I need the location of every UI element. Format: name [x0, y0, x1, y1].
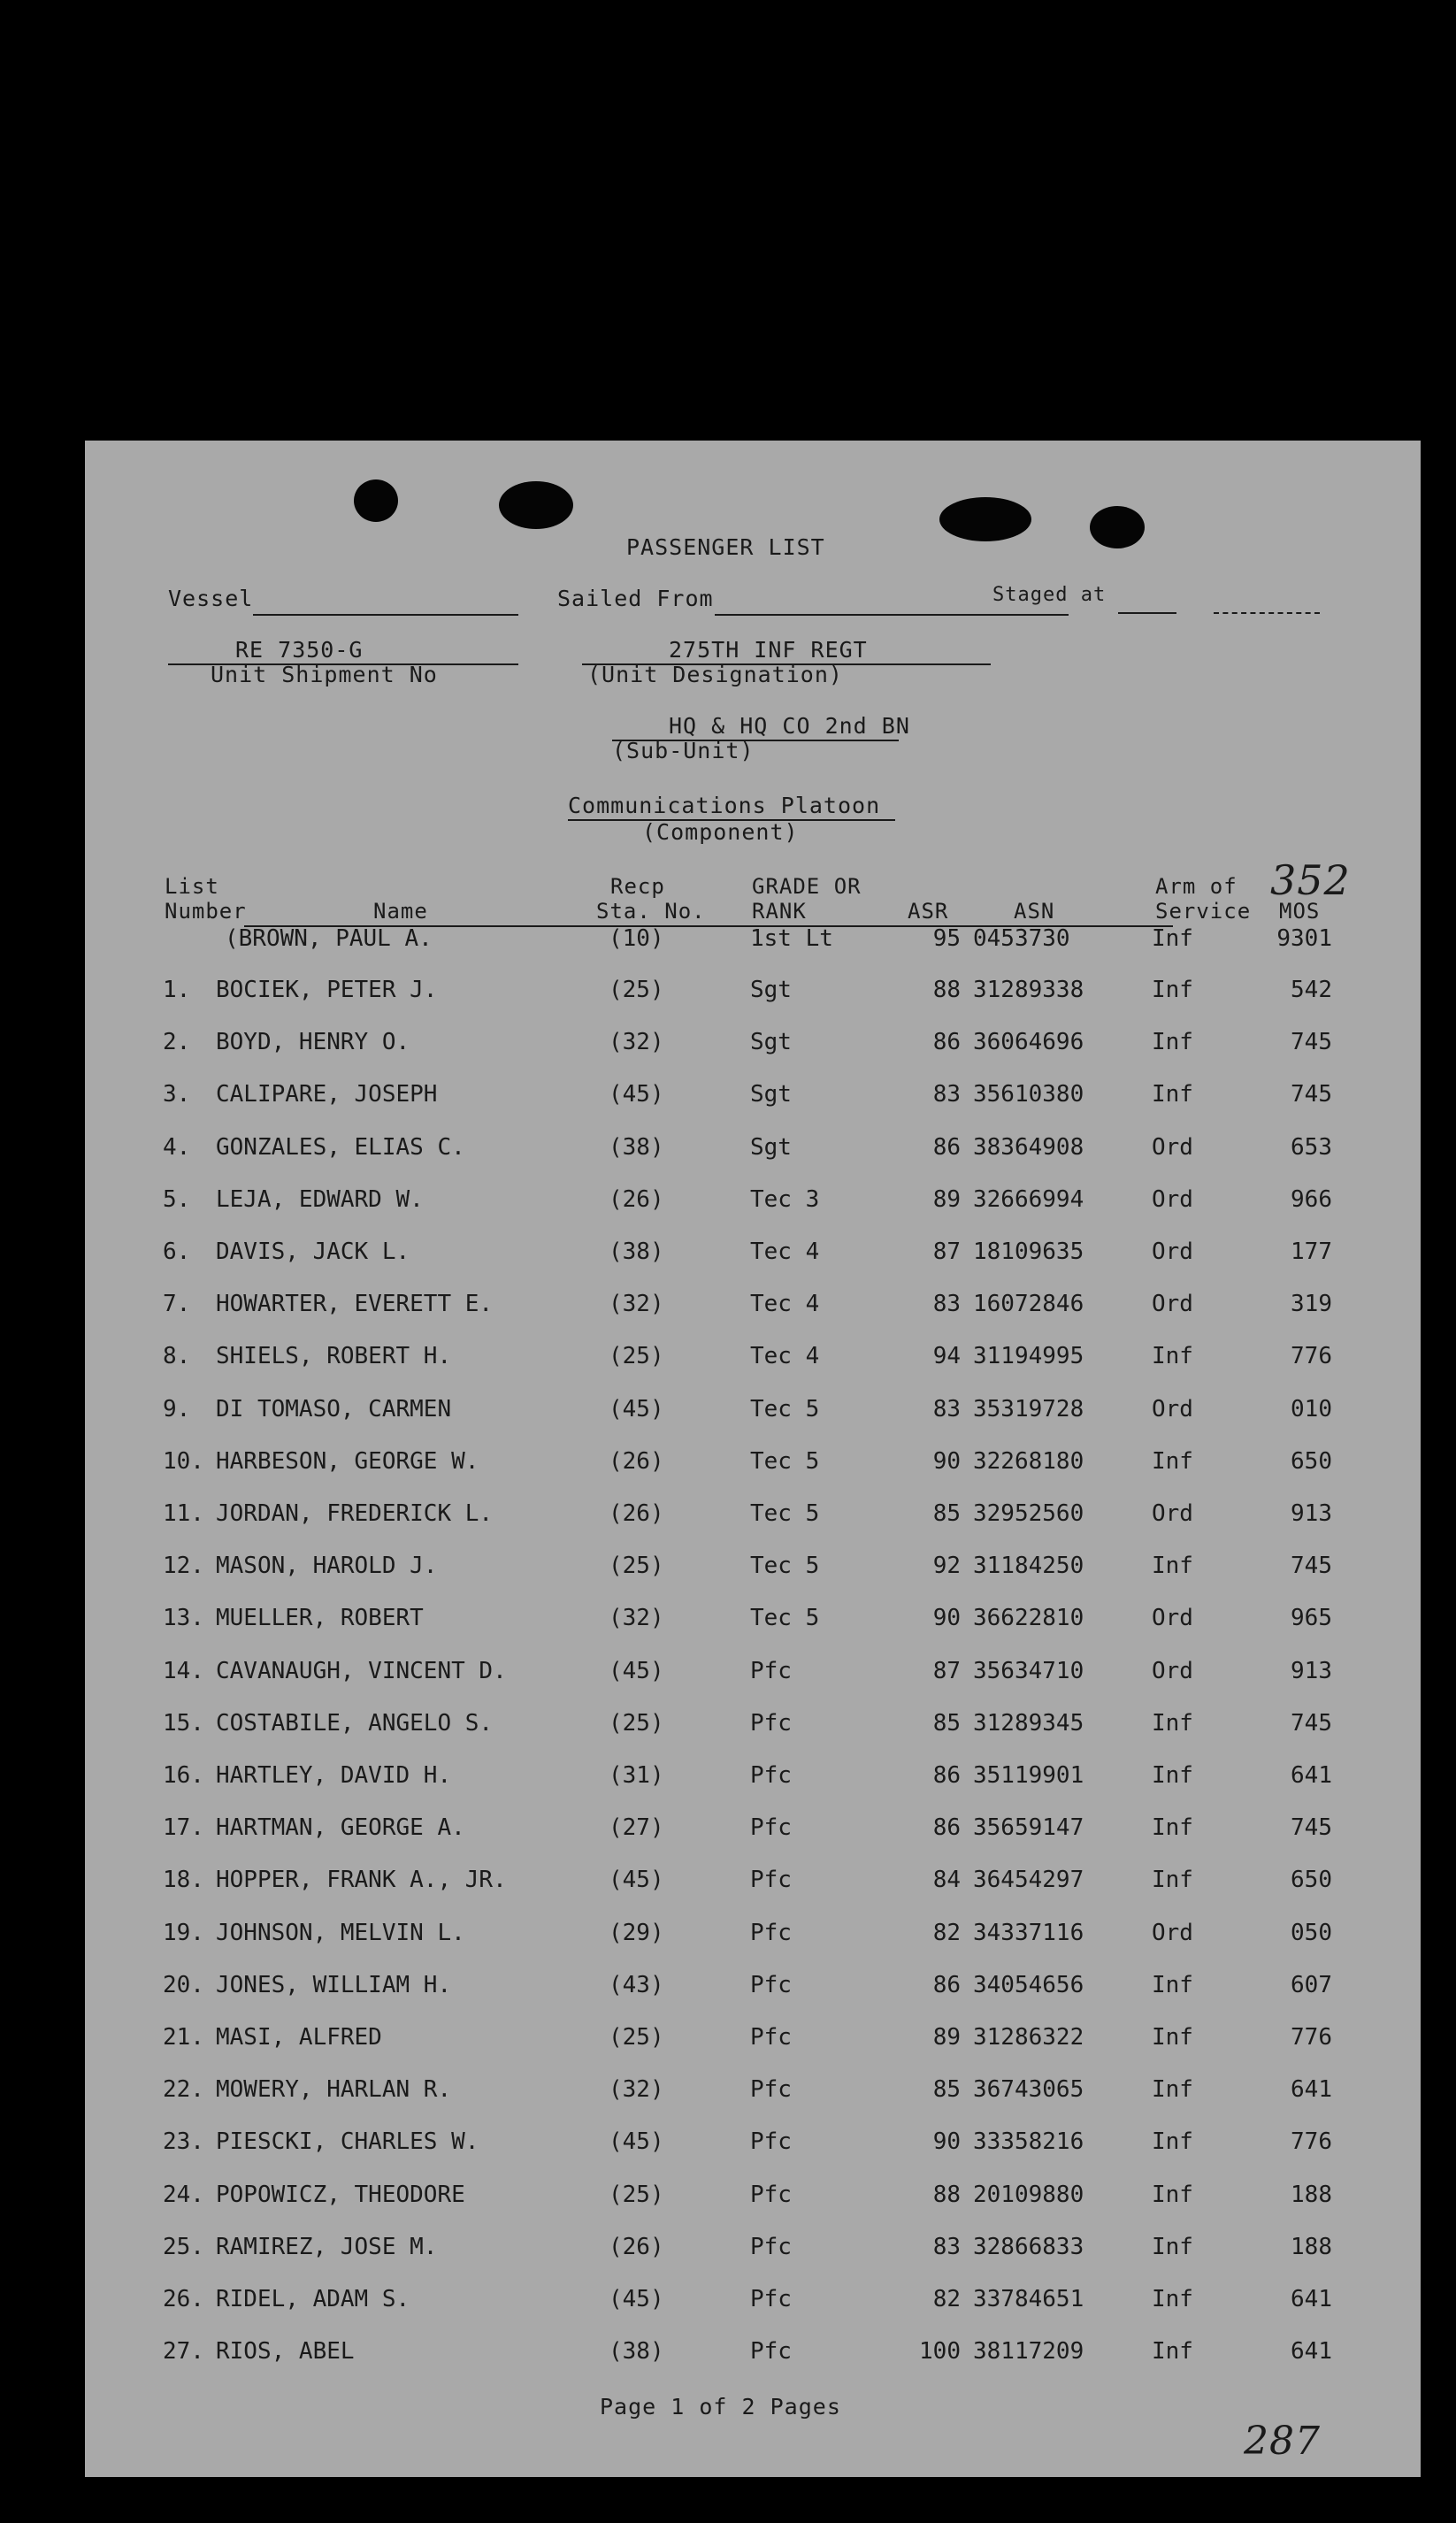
- col-arm-1: Arm of: [1155, 874, 1238, 899]
- row-mos: 177: [1291, 1238, 1332, 1265]
- row-mos: 542: [1291, 977, 1332, 1003]
- row-arm: Inf: [1152, 1081, 1193, 1108]
- row-asr: 87: [932, 1238, 961, 1265]
- vessel-label: Vessel: [168, 586, 254, 611]
- row-grade: Tec 3: [750, 1186, 820, 1213]
- component-value: Communications Platoon: [568, 793, 881, 818]
- row-number: 6.: [163, 1238, 191, 1265]
- row-asn: 38117209: [973, 2338, 1084, 2365]
- row-asn: 35610380: [973, 1081, 1084, 1108]
- row-number: 22.: [163, 2076, 204, 2103]
- row-arm: Ord: [1152, 1658, 1193, 1684]
- row-recp: (29): [609, 1920, 664, 1946]
- row-name: RIOS, ABEL: [216, 2338, 355, 2365]
- row-name: SHIELS, ROBERT H.: [216, 1343, 452, 1369]
- row-grade: Pfc: [750, 1814, 792, 1841]
- row-mos: 745: [1291, 1029, 1332, 1055]
- row-asr: 84: [932, 1867, 961, 1893]
- row-name: MOWERY, HARLAN R.: [216, 2076, 452, 2103]
- row-grade: Sgt: [750, 1081, 792, 1108]
- row-recp: (25): [609, 1710, 664, 1737]
- row-grade: Pfc: [750, 1972, 792, 1998]
- row-recp: (38): [609, 2338, 664, 2365]
- unit-shipment-caption: Unit Shipment No: [211, 662, 438, 687]
- row-number: 15.: [163, 1710, 204, 1737]
- col-list-number-2: Number: [165, 899, 247, 924]
- row-grade: Tec 4: [750, 1238, 820, 1265]
- row-mos: 745: [1291, 1814, 1332, 1841]
- row-arm: Inf: [1152, 1343, 1193, 1369]
- row-number: 17.: [163, 1814, 204, 1841]
- table-row: [85, 1710, 1421, 1745]
- row-asr: 82: [932, 1920, 961, 1946]
- row-number: 23.: [163, 2128, 204, 2155]
- unit-designation-value: 275TH INF REGT: [669, 637, 868, 663]
- row-asn: 35119901: [973, 1762, 1084, 1789]
- table-row: [85, 1920, 1421, 1955]
- row-arm: Ord: [1152, 1396, 1193, 1423]
- col-recp-2: Sta. No.: [596, 899, 706, 924]
- col-recp-1: Recp: [610, 874, 665, 899]
- row-arm: Inf: [1152, 1867, 1193, 1893]
- punch-hole: [1090, 506, 1145, 548]
- row-name: BOYD, HENRY O.: [216, 1029, 410, 1055]
- row-name: HARTMAN, GEORGE A.: [216, 1814, 465, 1841]
- row-arm: Inf: [1152, 2128, 1193, 2155]
- row-arm: Inf: [1152, 1029, 1193, 1055]
- row-number: 13.: [163, 1605, 204, 1631]
- table-row: [85, 1867, 1421, 1902]
- row-asr: 86: [932, 1029, 961, 1055]
- table-row: [85, 977, 1421, 1012]
- row-asr: 86: [932, 1814, 961, 1841]
- row-arm: Ord: [1152, 1186, 1193, 1213]
- table-row: [85, 2286, 1421, 2321]
- row-arm: Inf: [1152, 1448, 1193, 1475]
- row-recp: (45): [609, 1658, 664, 1684]
- row-asr: 90: [932, 2128, 961, 2155]
- row-asn: 32952560: [973, 1500, 1084, 1527]
- row-asn: 32866833: [973, 2234, 1084, 2260]
- handwritten-page-number: 352: [1270, 856, 1351, 904]
- row-asr: 82: [932, 2286, 961, 2312]
- row-number: 18.: [163, 1867, 204, 1893]
- component-caption: (Component): [642, 819, 799, 845]
- row-recp: (25): [609, 2182, 664, 2208]
- row-name: BOCIEK, PETER J.: [216, 977, 438, 1003]
- row-mos: 745: [1291, 1710, 1332, 1737]
- row-asr: 92: [932, 1553, 961, 1579]
- row-grade: Pfc: [750, 1867, 792, 1893]
- row-asn: 36454297: [973, 1867, 1084, 1893]
- row-arm: Inf: [1152, 1553, 1193, 1579]
- row-number: 9.: [163, 1396, 191, 1423]
- row-recp: (45): [609, 1867, 664, 1893]
- table-row: [85, 1658, 1421, 1693]
- table-row: [85, 1134, 1421, 1169]
- row-arm: Inf: [1152, 2286, 1193, 2312]
- row-number: 7.: [163, 1291, 191, 1317]
- row-mos: 776: [1291, 1343, 1332, 1369]
- table-row: [85, 2128, 1421, 2164]
- row-grade: Pfc: [750, 2128, 792, 2155]
- row-name: (BROWN, PAUL A.: [225, 925, 433, 952]
- row-recp: (32): [609, 1605, 664, 1631]
- row-arm: Inf: [1152, 2234, 1193, 2260]
- col-asr: ASR: [908, 899, 949, 924]
- row-recp: (25): [609, 1343, 664, 1369]
- row-grade: Tec 4: [750, 1343, 820, 1369]
- unit-designation-caption: (Unit Designation): [587, 662, 843, 687]
- row-name: DI TOMASO, CARMEN: [216, 1396, 452, 1423]
- row-mos: 650: [1291, 1448, 1332, 1475]
- row-asr: 95: [932, 925, 961, 952]
- sub-unit-caption: (Sub-Unit): [612, 738, 755, 763]
- row-asn: 18109635: [973, 1238, 1084, 1265]
- row-number: 4.: [163, 1134, 191, 1161]
- row-grade: Pfc: [750, 2234, 792, 2260]
- row-asn: 20109880: [973, 2182, 1084, 2208]
- row-recp: (32): [609, 1291, 664, 1317]
- row-asr: 83: [932, 2234, 961, 2260]
- row-asn: 33358216: [973, 2128, 1084, 2155]
- row-arm: Ord: [1152, 1500, 1193, 1527]
- row-asn: 16072846: [973, 1291, 1084, 1317]
- col-name: Name: [373, 899, 428, 924]
- row-name: PIESCKI, CHARLES W.: [216, 2128, 479, 2155]
- row-grade: 1st Lt: [750, 925, 833, 952]
- row-name: HOWARTER, EVERETT E.: [216, 1291, 494, 1317]
- row-arm: Ord: [1152, 1238, 1193, 1265]
- row-asn: 34054656: [973, 1972, 1084, 1998]
- row-number: 1.: [163, 977, 191, 1003]
- row-grade: Pfc: [750, 1920, 792, 1946]
- row-arm: Inf: [1152, 2076, 1193, 2103]
- row-mos: 650: [1291, 1867, 1332, 1893]
- row-recp: (26): [609, 1500, 664, 1527]
- row-number: 11.: [163, 1500, 204, 1527]
- table-row: [85, 1762, 1421, 1798]
- row-number: 19.: [163, 1920, 204, 1946]
- row-recp: (25): [609, 977, 664, 1003]
- row-asn: 36622810: [973, 1605, 1084, 1631]
- row-grade: Sgt: [750, 1134, 792, 1161]
- row-name: DAVIS, JACK L.: [216, 1238, 410, 1265]
- row-asr: 83: [932, 1396, 961, 1423]
- row-arm: Inf: [1152, 1710, 1193, 1737]
- table-row: [85, 1448, 1421, 1484]
- row-number: 16.: [163, 1762, 204, 1789]
- row-grade: Pfc: [750, 1658, 792, 1684]
- table-row: [85, 2076, 1421, 2112]
- row-recp: (45): [609, 1396, 664, 1423]
- col-grade-1: GRADE OR: [752, 874, 862, 899]
- row-asn: 32666994: [973, 1186, 1084, 1213]
- row-asn: 35319728: [973, 1396, 1084, 1423]
- row-name: LEJA, EDWARD W.: [216, 1186, 424, 1213]
- col-list-number-1: List: [165, 874, 219, 899]
- row-number: 8.: [163, 1343, 191, 1369]
- row-name: RAMIREZ, JOSE M.: [216, 2234, 438, 2260]
- staged-at-label: Staged at: [992, 584, 1107, 606]
- row-grade: Tec 5: [750, 1448, 820, 1475]
- row-mos: 913: [1291, 1658, 1332, 1684]
- row-asr: 86: [932, 1134, 961, 1161]
- row-name: POPOWICZ, THEODORE: [216, 2182, 465, 2208]
- row-asn: 38364908: [973, 1134, 1084, 1161]
- row-number: 26.: [163, 2286, 204, 2312]
- row-mos: 653: [1291, 1134, 1332, 1161]
- table-row-officer: [85, 925, 1421, 961]
- row-grade: Pfc: [750, 2182, 792, 2208]
- table-row: [85, 2338, 1421, 2373]
- row-arm: Inf: [1152, 1814, 1193, 1841]
- row-name: MASI, ALFRED: [216, 2024, 382, 2051]
- row-number: 5.: [163, 1186, 191, 1213]
- row-grade: Sgt: [750, 977, 792, 1003]
- table-row: [85, 1029, 1421, 1064]
- row-name: MUELLER, ROBERT: [216, 1605, 424, 1631]
- row-mos: 745: [1291, 1553, 1332, 1579]
- col-asn: ASN: [1014, 899, 1055, 924]
- row-mos: 641: [1291, 2286, 1332, 2312]
- row-grade: Pfc: [750, 1762, 792, 1789]
- row-recp: (10): [609, 925, 664, 952]
- row-number: 25.: [163, 2234, 204, 2260]
- row-asr: 100: [919, 2338, 961, 2365]
- row-name: CAVANAUGH, VINCENT D.: [216, 1658, 507, 1684]
- row-arm: Ord: [1152, 1605, 1193, 1631]
- row-asn: 36064696: [973, 1029, 1084, 1055]
- table-row: [85, 1605, 1421, 1640]
- row-arm: Inf: [1152, 2182, 1193, 2208]
- punch-hole: [939, 497, 1031, 541]
- row-asn: 0453730: [973, 925, 1070, 952]
- row-grade: Tec 4: [750, 1291, 820, 1317]
- row-arm: Ord: [1152, 1920, 1193, 1946]
- row-arm: Ord: [1152, 1291, 1193, 1317]
- row-recp: (32): [609, 2076, 664, 2103]
- row-asr: 89: [932, 2024, 961, 2051]
- row-recp: (45): [609, 1081, 664, 1108]
- row-recp: (26): [609, 1186, 664, 1213]
- page-indicator: Page 1 of 2 Pages: [600, 2394, 841, 2419]
- row-arm: Inf: [1152, 1762, 1193, 1789]
- row-name: COSTABILE, ANGELO S.: [216, 1710, 494, 1737]
- row-name: GONZALES, ELIAS C.: [216, 1134, 465, 1161]
- row-asn: 36743065: [973, 2076, 1084, 2103]
- row-grade: Pfc: [750, 2338, 792, 2365]
- row-name: JONES, WILLIAM H.: [216, 1972, 452, 1998]
- row-asr: 89: [932, 1186, 961, 1213]
- row-asr: 86: [932, 1972, 961, 1998]
- row-recp: (31): [609, 1762, 664, 1789]
- row-mos: 641: [1291, 1762, 1332, 1789]
- row-grade: Sgt: [750, 1029, 792, 1055]
- row-asr: 85: [932, 1710, 961, 1737]
- table-row: [85, 1186, 1421, 1222]
- row-grade: Pfc: [750, 2286, 792, 2312]
- row-asn: 31194995: [973, 1343, 1084, 1369]
- row-arm: Inf: [1152, 2338, 1193, 2365]
- row-number: 2.: [163, 1029, 191, 1055]
- row-name: CALIPARE, JOSEPH: [216, 1081, 438, 1108]
- document-page: [85, 441, 1421, 2477]
- table-row: [85, 2024, 1421, 2059]
- table-row: [85, 1553, 1421, 1588]
- row-recp: (26): [609, 2234, 664, 2260]
- row-asr: 90: [932, 1448, 961, 1475]
- row-mos: 641: [1291, 2076, 1332, 2103]
- row-mos: 641: [1291, 2338, 1332, 2365]
- row-arm: Ord: [1152, 1134, 1193, 1161]
- row-asr: 90: [932, 1605, 961, 1631]
- handwritten-sheet-number: 287: [1244, 2419, 1321, 2464]
- table-row: [85, 1396, 1421, 1431]
- row-asn: 31286322: [973, 2024, 1084, 2051]
- table-row: [85, 1081, 1421, 1116]
- row-number: 20.: [163, 1972, 204, 1998]
- table-row: [85, 1343, 1421, 1378]
- row-recp: (45): [609, 2286, 664, 2312]
- table-row: [85, 2234, 1421, 2269]
- row-recp: (38): [609, 1238, 664, 1265]
- row-mos: 776: [1291, 2128, 1332, 2155]
- sub-unit-value: HQ & HQ CO 2nd BN: [669, 713, 910, 739]
- row-mos: 188: [1291, 2234, 1332, 2260]
- row-grade: Tec 5: [750, 1553, 820, 1579]
- staged-at-blank: [1118, 612, 1176, 614]
- row-name: HARTLEY, DAVID H.: [216, 1762, 452, 1789]
- row-number: 24.: [163, 2182, 204, 2208]
- row-mos: 319: [1291, 1291, 1332, 1317]
- row-mos: 965: [1291, 1605, 1332, 1631]
- row-recp: (43): [609, 1972, 664, 1998]
- row-asn: 31289338: [973, 977, 1084, 1003]
- row-asr: 86: [932, 1762, 961, 1789]
- sailed-from-blank: [715, 614, 1069, 616]
- row-asn: 35659147: [973, 1814, 1084, 1841]
- row-name: HOPPER, FRANK A., JR.: [216, 1867, 507, 1893]
- row-arm: Inf: [1152, 925, 1193, 952]
- table-row: [85, 1291, 1421, 1326]
- row-number: 27.: [163, 2338, 204, 2365]
- table-row: [85, 1972, 1421, 2007]
- row-recp: (38): [609, 1134, 664, 1161]
- row-recp: (27): [609, 1814, 664, 1841]
- row-asr: 88: [932, 2182, 961, 2208]
- vessel-blank: [253, 614, 518, 616]
- row-grade: Tec 5: [750, 1605, 820, 1631]
- row-number: 3.: [163, 1081, 191, 1108]
- row-recp: (25): [609, 2024, 664, 2051]
- row-mos: 050: [1291, 1920, 1332, 1946]
- row-asn: 31184250: [973, 1553, 1084, 1579]
- table-row: [85, 1500, 1421, 1536]
- table-row: [85, 1814, 1421, 1850]
- row-mos: 776: [1291, 2024, 1332, 2051]
- unit-shipment-value: RE 7350-G: [235, 637, 364, 663]
- row-arm: Inf: [1152, 977, 1193, 1003]
- row-asr: 85: [932, 2076, 961, 2103]
- row-mos: 188: [1291, 2182, 1332, 2208]
- document-title: PASSENGER LIST: [626, 534, 825, 560]
- col-grade-2: RANK: [752, 899, 807, 924]
- row-asn: 33784651: [973, 2286, 1084, 2312]
- row-name: JORDAN, FREDERICK L.: [216, 1500, 494, 1527]
- row-mos: 966: [1291, 1186, 1332, 1213]
- row-asn: 31289345: [973, 1710, 1084, 1737]
- col-arm-2: Service: [1155, 899, 1252, 924]
- staged-at-blank-dots: [1214, 612, 1320, 614]
- punch-hole: [354, 479, 398, 522]
- row-recp: (26): [609, 1448, 664, 1475]
- row-recp: (25): [609, 1553, 664, 1579]
- row-mos: 913: [1291, 1500, 1332, 1527]
- row-grade: Pfc: [750, 2076, 792, 2103]
- table-row: [85, 2182, 1421, 2217]
- punch-hole: [499, 481, 573, 529]
- row-arm: Inf: [1152, 1972, 1193, 1998]
- row-asn: 32268180: [973, 1448, 1084, 1475]
- row-name: MASON, HAROLD J.: [216, 1553, 438, 1579]
- row-mos: 607: [1291, 1972, 1332, 1998]
- row-name: HARBESON, GEORGE W.: [216, 1448, 479, 1475]
- row-asr: 87: [932, 1658, 961, 1684]
- row-mos: 745: [1291, 1081, 1332, 1108]
- row-grade: Tec 5: [750, 1396, 820, 1423]
- row-name: RIDEL, ADAM S.: [216, 2286, 410, 2312]
- row-mos: 010: [1291, 1396, 1332, 1423]
- row-asr: 83: [932, 1291, 961, 1317]
- row-number: 21.: [163, 2024, 204, 2051]
- row-asn: 34337116: [973, 1920, 1084, 1946]
- col-mos: MOS: [1279, 899, 1321, 924]
- row-arm: Inf: [1152, 2024, 1193, 2051]
- row-number: 14.: [163, 1658, 204, 1684]
- row-asr: 94: [932, 1343, 961, 1369]
- row-recp: (45): [609, 2128, 664, 2155]
- table-row: [85, 1238, 1421, 1274]
- row-number: 10.: [163, 1448, 204, 1475]
- sailed-from-label: Sailed From: [557, 586, 714, 611]
- row-recp: (32): [609, 1029, 664, 1055]
- row-grade: Pfc: [750, 2024, 792, 2051]
- row-asr: 88: [932, 977, 961, 1003]
- row-asr: 83: [932, 1081, 961, 1108]
- row-name: JOHNSON, MELVIN L.: [216, 1920, 465, 1946]
- row-grade: Tec 5: [750, 1500, 820, 1527]
- row-number: 12.: [163, 1553, 204, 1579]
- row-mos: 9301: [1276, 925, 1332, 952]
- row-asr: 85: [932, 1500, 961, 1527]
- row-asn: 35634710: [973, 1658, 1084, 1684]
- row-grade: Pfc: [750, 1710, 792, 1737]
